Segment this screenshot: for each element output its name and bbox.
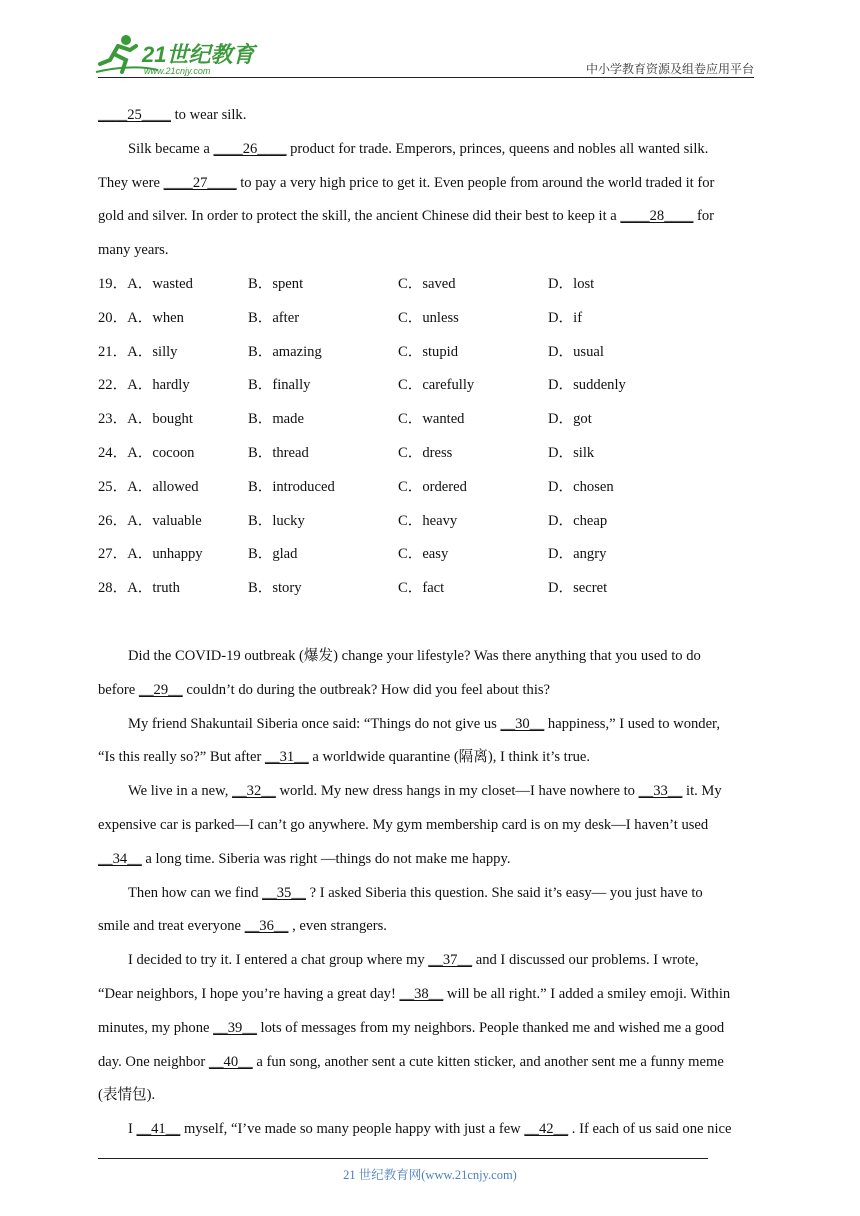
question-row: [98, 478, 199, 496]
answer-blank: ____25____: [98, 107, 171, 123]
line-text: to pay a very high price to get it. Even people from around the world traded it for: [236, 175, 715, 191]
option-b: B．introduced: [248, 478, 335, 495]
footer-text: 21 世纪教育网(www.21cnjy.com): [343, 1168, 517, 1182]
option-b: B．made: [248, 411, 304, 428]
question-number: 27．: [98, 546, 128, 563]
header-platform-text: 中小学教育资源及组卷应用平台: [585, 62, 754, 76]
line-text: and I discussed our problems. I wrote,: [472, 952, 699, 968]
line-text: I: [128, 1121, 137, 1137]
question-row: [98, 410, 193, 428]
question-number: 23．: [98, 411, 128, 428]
passage1-line: [98, 207, 714, 225]
option-d: D．angry: [548, 546, 607, 563]
page-header: [0, 0, 860, 80]
line-text: My friend Shakuntail Siberia once said: “Things do not give us: [128, 716, 501, 732]
option-a: A．silly: [127, 343, 178, 360]
question-number: 25．: [98, 478, 128, 495]
line-text: ? I asked Siberia this question. She said it’s easy— you just have to: [305, 885, 703, 901]
line-text: gold and silver. In order to protect the skill, the ancient Chinese did their best to keep it a: [98, 208, 621, 224]
option-b: B．lucky: [248, 512, 305, 529]
question-number: 21．: [98, 343, 128, 360]
passage2-line: [128, 951, 699, 969]
line-text: a worldwide quarantine (隔离), I think it’s true.: [308, 749, 591, 765]
passage2-line: [98, 985, 730, 1003]
option-b: B．story: [248, 580, 302, 597]
answer-blank: ____28____: [620, 208, 694, 224]
question-number: 28．: [98, 580, 128, 597]
passage2-line: [98, 681, 550, 699]
answer-blank: __29__: [138, 682, 183, 698]
line-text: a fun song, another sent a cute kitten sticker, and another sent me a funny meme: [252, 1054, 724, 1070]
answer-blank: __33__: [638, 783, 683, 799]
passage2-line: [98, 917, 387, 935]
question-number: 22．: [98, 377, 128, 394]
passage2-line: [128, 782, 722, 800]
answer-blank: __30__: [500, 716, 545, 732]
answer-blank: __32__: [232, 783, 276, 799]
option-b: B．amazing: [248, 343, 322, 360]
line-text: . If each of us said one nice: [568, 1121, 732, 1137]
option-d: D．if: [548, 309, 583, 326]
logo-text: 21世纪教育: [142, 42, 255, 67]
passage1-line: [98, 174, 714, 192]
option-d: D．silk: [548, 445, 595, 461]
passage1-line: many years.: [98, 242, 169, 258]
question-row: [98, 275, 193, 293]
option-c: C．easy: [398, 546, 449, 563]
option-a: A．truth: [127, 580, 180, 597]
line-text: smile and treat everyone: [98, 918, 245, 934]
line-text: minutes, my phone: [98, 1020, 214, 1036]
answer-blank: __36__: [244, 918, 289, 934]
passage2-line: [128, 1120, 731, 1138]
option-a: A．hardly: [127, 377, 190, 394]
option-c: C．dress: [398, 445, 453, 461]
question-row: [98, 512, 202, 530]
line-text: , even strangers.: [288, 918, 387, 934]
line-text: couldn’t do during the outbreak? How did you feel about this?: [182, 682, 551, 698]
option-d: D．cheap: [548, 512, 608, 529]
passage2-line: [98, 748, 590, 766]
passage2-line: [128, 884, 703, 902]
option-c: C．heavy: [398, 512, 458, 529]
line-text: day. One neighbor: [98, 1054, 209, 1070]
option-c: C．unless: [398, 309, 459, 326]
passage1-line: [98, 106, 246, 124]
answer-blank: __40__: [208, 1054, 253, 1070]
passage2-line: expensive car is parked—I can’t go anywhere. My gym membership card is on my desk—I haven’t used: [98, 817, 709, 833]
line-text: a long time. Siberia was right —things do not make me happy.: [141, 851, 511, 867]
option-b: B．spent: [248, 276, 304, 292]
answer-blank: __38__: [399, 986, 444, 1002]
answer-blank: ____26____: [213, 141, 287, 157]
question-number: 20．: [98, 309, 128, 326]
line-text: Silk became a: [128, 141, 214, 157]
answer-blank: __31__: [264, 749, 309, 765]
passage2-line: Did the COVID-19 outbreak (爆发) change your lifestyle? Was there anything that you used to do: [128, 648, 701, 664]
option-b: B．after: [248, 309, 300, 326]
question-row: [98, 376, 190, 394]
logo: [92, 34, 262, 78]
answer-blank: __41__: [136, 1121, 181, 1137]
logo-url: www.21cnjy.com: [144, 66, 211, 76]
line-text: before: [98, 682, 139, 698]
line-text: world. My new dress hangs in my closet—I have nowhere to: [275, 783, 639, 799]
option-d: D．usual: [548, 343, 604, 360]
footer-divider: [98, 1158, 708, 1159]
option-b: B．finally: [248, 377, 311, 394]
question-number: 26．: [98, 512, 128, 529]
line-text: will be all right.” I added a smiley emoji. Within: [443, 986, 731, 1002]
option-a: A．wasted: [127, 276, 193, 292]
question-row: [98, 444, 194, 462]
line-text: happiness,” I used to wonder,: [544, 716, 720, 732]
line-text: to wear silk.: [170, 107, 247, 123]
question-row: [98, 579, 180, 597]
option-b: B．glad: [248, 546, 298, 563]
answer-blank: __34__: [98, 851, 142, 867]
line-text: for: [693, 208, 715, 224]
line-text: Then how can we find: [128, 885, 263, 901]
question-number: 24．: [98, 445, 128, 461]
option-c: C．carefully: [398, 377, 475, 394]
option-d: D．chosen: [548, 478, 614, 495]
line-text: “Is this really so?” But after: [98, 749, 265, 765]
option-c: C．ordered: [398, 478, 467, 495]
answer-blank: ____27____: [163, 175, 237, 191]
option-a: A．allowed: [127, 478, 199, 495]
line-text: lots of messages from my neighbors. People thanked me and wished me a good: [256, 1020, 725, 1036]
option-a: A．unhappy: [127, 546, 203, 563]
option-d: D．suddenly: [548, 377, 626, 394]
passage2-line: [98, 1053, 724, 1071]
question-row: [98, 309, 184, 327]
answer-blank: __35__: [262, 885, 306, 901]
option-d: D．lost: [548, 276, 595, 292]
option-a: A．bought: [127, 411, 193, 428]
option-a: A．valuable: [127, 512, 202, 529]
line-text: We live in a new,: [128, 783, 233, 799]
line-text: They were: [98, 175, 164, 191]
line-text: myself, “I’ve made so many people happy with just a few: [180, 1121, 525, 1137]
question-number: 19．: [98, 276, 128, 292]
option-c: C．stupid: [398, 343, 459, 360]
question-row: [98, 545, 203, 563]
option-c: C．wanted: [398, 411, 465, 428]
passage1-line: [128, 140, 708, 158]
option-d: D．secret: [548, 580, 608, 597]
option-d: D．got: [548, 411, 592, 428]
line-text: it. My: [682, 783, 722, 799]
line-text: product for trade. Emperors, princes, queens and nobles all wanted silk.: [286, 141, 709, 157]
answer-blank: __42__: [524, 1121, 569, 1137]
passage2-line: [98, 1019, 724, 1037]
line-text: “Dear neighbors, I hope you’re having a great day!: [98, 986, 400, 1002]
question-row: [98, 343, 177, 361]
option-a: A．when: [127, 309, 184, 326]
answer-blank: __39__: [213, 1020, 257, 1036]
line-text: I decided to try it. I entered a chat group where my: [128, 952, 429, 968]
option-c: C．fact: [398, 580, 445, 597]
option-c: C．saved: [398, 276, 456, 292]
passage2-line: [98, 850, 510, 868]
answer-blank: __37__: [428, 952, 473, 968]
option-b: B．thread: [248, 445, 309, 461]
passage2-line: (表情包).: [98, 1087, 156, 1103]
header-divider: [98, 77, 754, 78]
option-a: A．cocoon: [127, 445, 195, 461]
passage2-line: [128, 715, 720, 733]
